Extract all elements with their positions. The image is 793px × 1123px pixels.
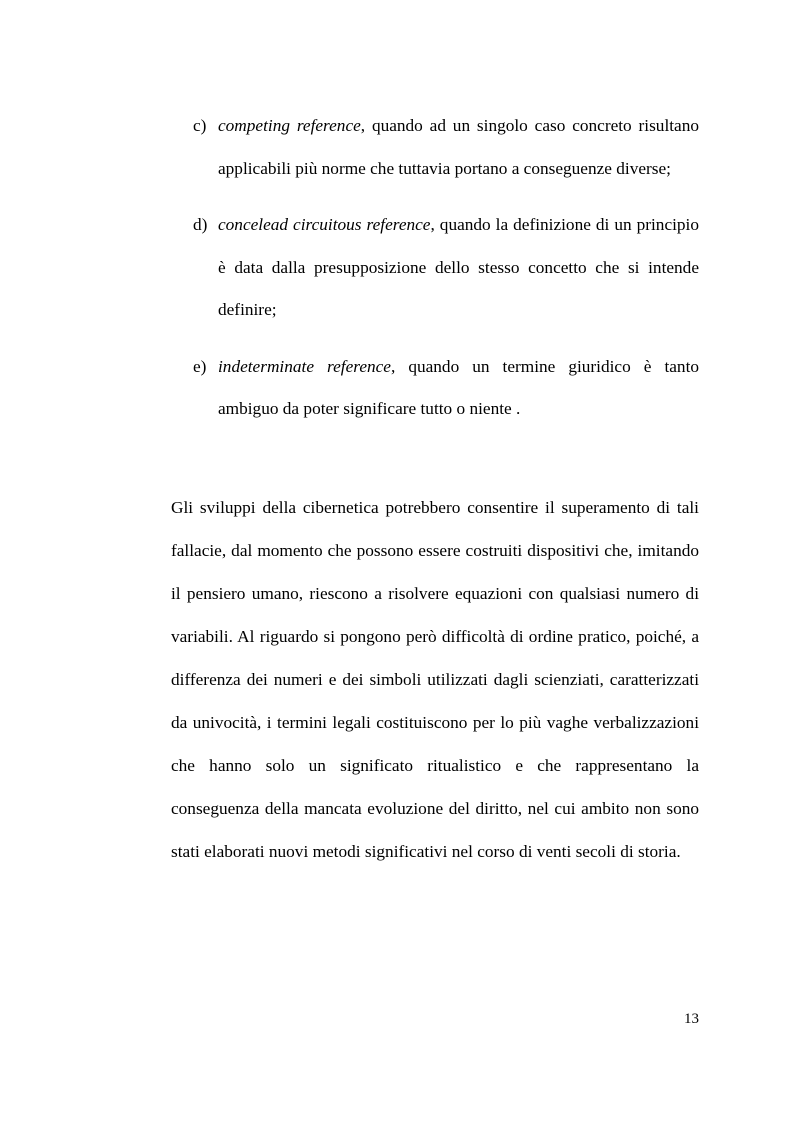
list-text: , quando ad un singolo caso concreto risultano applicabili più norme che tuttavia portano a conseguenze diverse; xyxy=(218,116,699,178)
list-marker: d) xyxy=(193,215,208,234)
list-term: indeterminate reference xyxy=(218,356,391,376)
list-item xyxy=(193,105,699,190)
page-number: 13 xyxy=(684,1011,699,1027)
list-marker: e) xyxy=(193,356,207,376)
body-paragraph: Gli sviluppi della cibernetica potrebbero consentire il superamento di tali fallacie, dal momento che possono essere costruiti dispositivi che, imitando il pensiero umano, riescono a risolvere equazioni con qualsiasi numero di variabili. Al riguardo si pongono però difficoltà di ordine pratico, poiché, a differenza dei numeri e dei simboli utilizzati dagli scienziati, caratterizzati da univocità, i termini legali costituiscono per lo più vaghe verbalizzazioni che hanno solo un significato ritualistico e che rappresentano la conseguenza della mancata evoluzione del diritto, nel cui ambito non sono stati elaborati nuovi metodi significativi nel corso di venti secoli di storia. xyxy=(171,498,699,861)
list-text: , quando un termine giuridico è tanto ambiguo da poter significare tutto o niente . xyxy=(218,356,700,418)
list-marker: c) xyxy=(193,116,207,135)
reference-fallacy-list xyxy=(193,105,699,445)
list-item xyxy=(193,204,699,332)
list-term: concelead circuitous reference xyxy=(218,215,431,234)
list-term: competing reference xyxy=(218,116,361,135)
list-item xyxy=(193,346,699,431)
list-text: , quando la definizione di un principio è data dalla presupposizione dello stesso concetto che si intende definire; xyxy=(218,215,699,319)
